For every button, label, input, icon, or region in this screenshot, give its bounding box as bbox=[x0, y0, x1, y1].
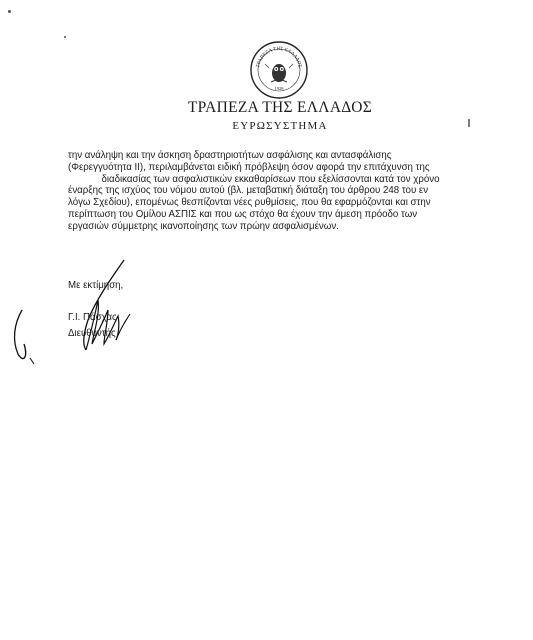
body-line: λόγω Σχεδίου), επομένως θεσπίζονται νέες ρυθμίσεις, που θα εφαρμόζονται και στην bbox=[68, 197, 431, 209]
svg-text:1928: 1928 bbox=[274, 86, 284, 91]
body-line: την ανάληψη και την άσκηση δραστηριοτήτων ασφάλισης και αντασφάλισης bbox=[68, 150, 392, 161]
department-subheading: ΕΥΡΩΣΥΣΤΗΜΑ bbox=[232, 120, 328, 132]
body-line: (Φερεγγυότητα ΙΙ), περιλαμβάνεται ειδική πρόβλεψη όσον αφορά την επιτάχυνση της bbox=[68, 161, 430, 173]
scan-speck bbox=[8, 10, 11, 13]
scan-speck bbox=[64, 36, 66, 38]
handwritten-signature bbox=[0, 240, 180, 370]
body-line: διαδικασίας των ασφαλιστικών εκκαθαρίσεων που εξελίσσονται κατά τον χρόνο bbox=[101, 173, 440, 185]
letter-body bbox=[68, 150, 473, 233]
body-line: εργασιών σύμμετρης ικανοποίησης των πρώην ασφαλισμένων. bbox=[68, 220, 339, 232]
bank-seal-logo bbox=[249, 40, 309, 100]
bank-name-heading: ΤΡΑΠΕΖΑ ΤΗΣ ΕΛΛΑΔΟΣ bbox=[187, 99, 373, 116]
body-line: έναρξης της ισχύος του νόμου αυτού (βλ. μεταβατική διάταξη του άρθρου 248 του εν bbox=[68, 185, 429, 197]
signer-name: Γ.Ι. Πάσχας bbox=[68, 312, 117, 323]
closing-salutation: Με εκτίμηση, bbox=[68, 280, 124, 291]
svg-text:ΤΡΑΠΕΖΑ ΤΗΣ ΕΛΛΑΔΟΣ: ΤΡΑΠΕΖΑ ΤΗΣ ΕΛΛΑΔΟΣ bbox=[256, 46, 302, 69]
signer-title: Διευθυντής bbox=[68, 327, 116, 339]
body-line: περίπτωση του Ομίλου ΑΣΠΙΣ και που ως στόχο θα έχουν την άμεση πρόοδο των bbox=[68, 208, 418, 220]
scan-mark bbox=[464, 118, 474, 128]
